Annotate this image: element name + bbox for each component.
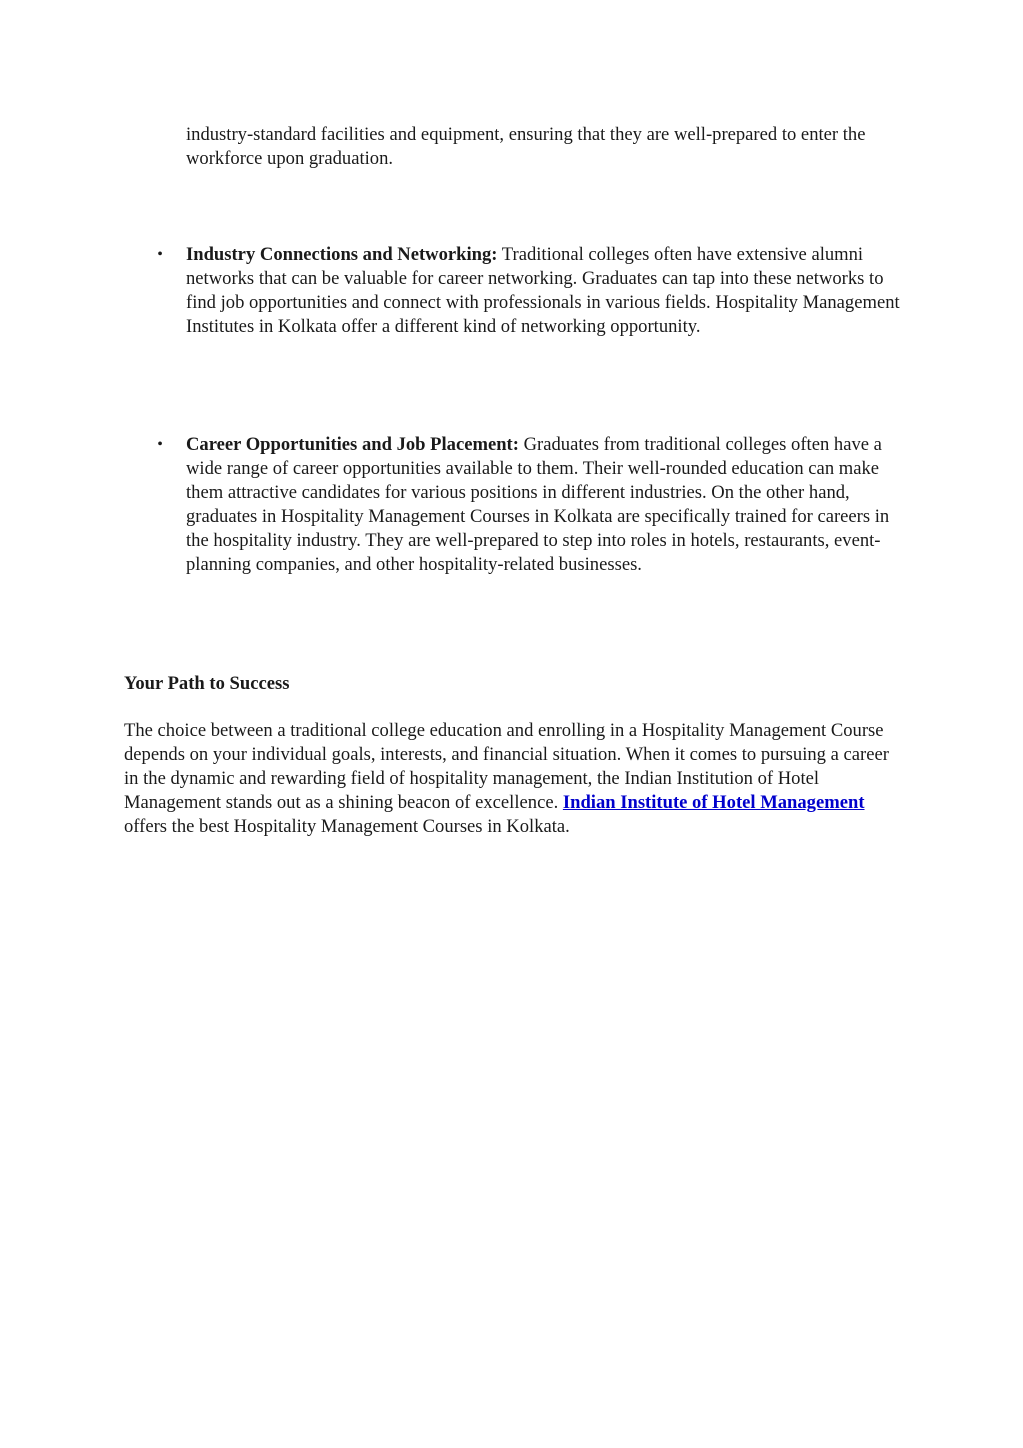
bullet-item-industry-connections	[157, 243, 906, 339]
bullet-text: Graduates from traditional colleges often have a wide range of career opportunities available to them. Their well-rounded education can make them attractive candidates for various positions in different industries. On the other hand, graduates in Hospitality Management Courses in Kolkata are specifically trained for careers in the hospitality industry. They are well-prepared to step into roles in hotels, restaurants, event-planning companies, and other hospitality-related businesses.	[186, 434, 890, 575]
continuation-paragraph: industry-standard facilities and equipment, ensuring that they are well-prepared to enter the workforce upon graduation.	[186, 124, 866, 169]
iihm-link[interactable]: Indian Institute of Hotel Management	[562, 792, 865, 813]
closing-paragraph	[124, 719, 904, 839]
bullet-title: Career Opportunities and Job Placement:	[186, 434, 519, 455]
bullet-item-career-opportunities	[157, 433, 906, 577]
bullet-marker: •	[157, 246, 163, 263]
bullet-title: Industry Connections and Networking:	[186, 244, 498, 265]
bullet-marker: •	[157, 436, 163, 453]
closing-text-after: offers the best Hospitality Management Courses in Kolkata.	[124, 816, 570, 837]
section-heading: Your Path to Success	[124, 673, 290, 694]
bullet-text: Traditional colleges often have extensive alumni networks that can be valuable for career networking. Graduates can tap into these networks to find job opportunities and connect with professionals in various fields. Hospitality Management Institutes in Kolkata offer a different kind of networking opportunity.	[186, 244, 900, 337]
closing-text-before: The choice between a traditional college education and enrolling in a Hospitality Management Course depends on your individual goals, interests, and financial situation. When it comes to pursuing a career in the dynamic and rewarding field of hospitality management, the Indian Institution of Hotel Management stands out as a shining beacon of excellence.	[124, 720, 889, 813]
